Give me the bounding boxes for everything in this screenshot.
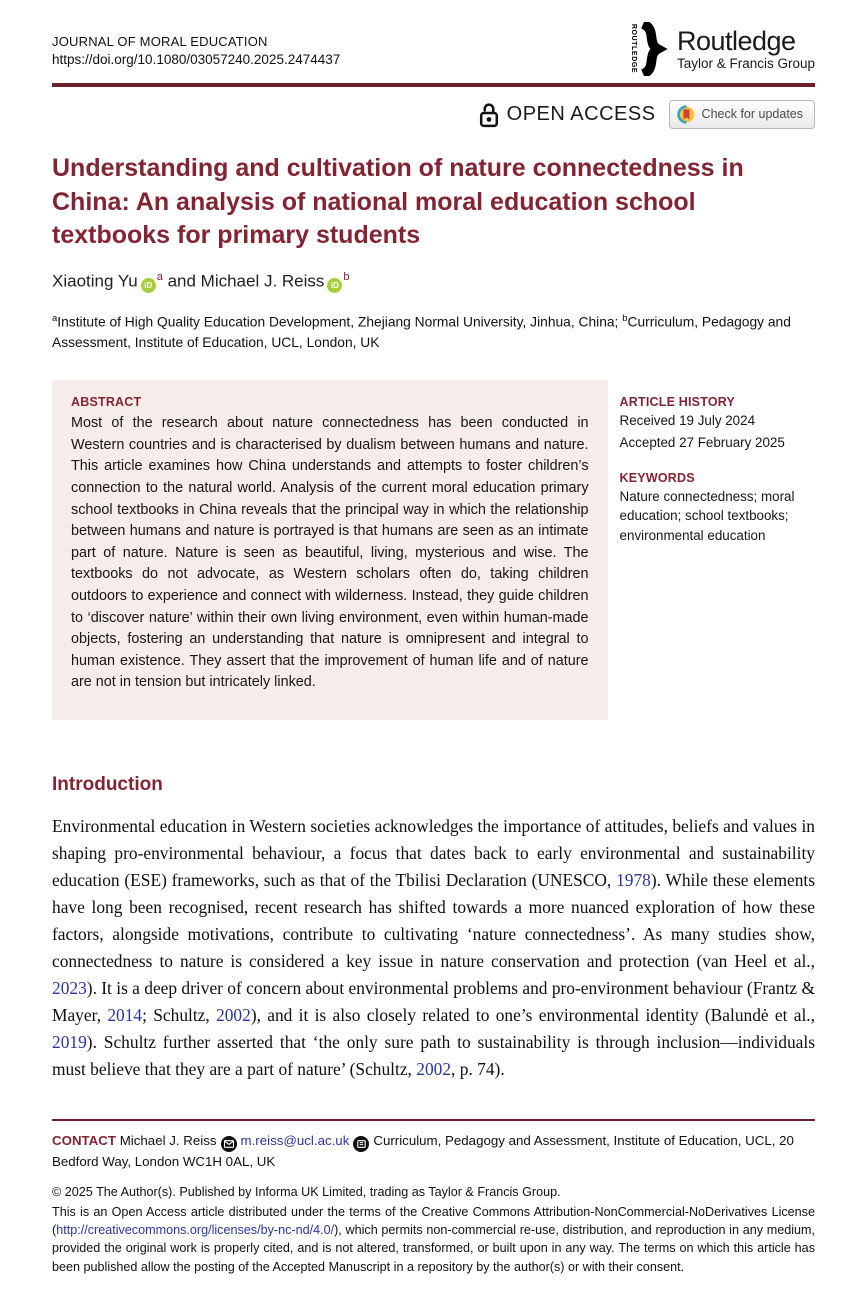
author-name: Xiaoting Yu: [52, 271, 138, 291]
building-icon: [353, 1136, 369, 1152]
authors-line: [52, 271, 815, 294]
introduction-heading: Introduction: [52, 774, 163, 796]
keywords-block: [620, 471, 815, 545]
paragraph-text: , p. 74).: [451, 1058, 505, 1079]
open-access-badge: [479, 101, 656, 128]
accepted-date: Accepted 27 February 2025: [619, 434, 785, 450]
affil-text: Curriculum, Pedagogy and Assessment, Institute of Education, UCL, London, UK: [52, 314, 791, 351]
paragraph-text: ; Schultz,: [142, 1004, 217, 1025]
publisher-name: Routledge: [676, 25, 796, 56]
publisher-logo: [624, 22, 815, 76]
journal-info: [52, 20, 340, 67]
publisher-group: Taylor & Francis Group: [676, 56, 815, 72]
paragraph-text: ). Schultz further asserted that ‘the only sure path to sustainability is through inclusion—individuals must believe that they are a part of nature’ (Schultz,: [52, 1031, 815, 1079]
article-meta-sidebar: [620, 380, 815, 720]
keywords-text: Nature connectedness; moral education; school textbooks; environmental education: [619, 489, 795, 543]
footer-rule: [52, 1119, 815, 1121]
routledge-logo-mark: [624, 22, 670, 76]
received-date: Received 19 July 2024: [619, 413, 756, 429]
author-affil-sup: a: [156, 270, 163, 283]
paragraph-text: Environmental education in Western societies acknowledges the importance of attitudes, beliefs and values in shaping pro-environmental behaviour, a focus that dates back to early environmental and sustainability education (ESE) frameworks, such as that of the Tbilisi Declaration (UNESCO,: [52, 816, 815, 890]
license-paragraph: [52, 1203, 815, 1277]
paragraph-text: ), and it is also closely related to one’s environmental identity (Balundė et al.,: [250, 1004, 815, 1025]
citation-link[interactable]: 2002: [416, 1058, 452, 1079]
affil-text: Institute of High Quality Education Development, Zhejiang Normal University, Jinhua, China;: [57, 314, 623, 330]
open-lock-icon: [479, 101, 500, 128]
doi-text: https://doi.org/10.1080/03057240.2025.2474437: [52, 52, 341, 67]
authors-joiner: and: [162, 271, 201, 291]
check-for-updates-button[interactable]: [669, 100, 815, 129]
affil-sup: a: [52, 313, 58, 325]
keywords-label: KEYWORDS: [619, 471, 695, 485]
contact-address: Curriculum, Pedagogy and Assessment, Institute of Education, UCL, 20 Bedford Way, London WC1H 0AL, UK: [52, 1132, 794, 1169]
author-affil-sup: b: [343, 270, 350, 283]
header-rule: [52, 83, 815, 87]
contact-block: [52, 1131, 815, 1172]
paragraph-text: ). While these elements have long been recognised, recent research has shifted towards a more nuanced exploration of how these factors, alongside motivations, contribute to cultivating ‘nature connectedness’. As many studies show, connectedness to nature is considered a key issue in nature conservation and protection (van Heel et al.,: [52, 869, 816, 971]
email-icon: [221, 1136, 237, 1152]
article-title: Understanding and cultivation of nature connectedness in China: An analysis of national moral education school textbooks for primary students: [52, 154, 744, 249]
contact-name: Michael J. Reiss: [119, 1132, 217, 1148]
open-access-label: OPEN ACCESS: [506, 102, 656, 125]
citation-link[interactable]: 2002: [216, 1004, 251, 1025]
license-url-link[interactable]: http://creativecommons.org/licenses/by-nc-nd/4.0/: [56, 1223, 335, 1238]
license-text: ), which permits non-commercial re-use, distribution, and reproduction in any medium, provided the original work is properly cited, and is not altered, transformed, or built upon in any way. The terms on which this article has been published allow the posting of the Accepted Manuscript in a repository by the author(s) or with their consent.: [52, 1223, 815, 1274]
access-row: [52, 98, 815, 130]
paragraph-text: ). It is a deep driver of concern about environmental problems and pro-environment behaviour (Frantz & Mayer,: [52, 977, 816, 1025]
abstract-box: [52, 380, 608, 720]
author-name: Michael J. Reiss: [200, 271, 325, 291]
affil-sup: b: [622, 313, 628, 325]
introduction-paragraph: [52, 813, 815, 1083]
publisher-name-block: [677, 27, 815, 72]
journal-name: JOURNAL OF MORAL EDUCATION: [52, 34, 268, 49]
orcid-icon[interactable]: iD: [327, 278, 342, 293]
crossmark-icon: [677, 105, 696, 124]
citation-link[interactable]: 1978: [616, 869, 651, 890]
abstract-section: [52, 380, 815, 720]
abstract-text: Most of the research about nature connectedness has been conducted in Western countries and is characterised by dualism between humans and nature. This article examines how China understands and attempts to foster children’s connection to the natural world. Analysis of the current moral education primary school textbooks in China reveals that the principal way in which the relationship between humans and nature is portrayed is that humans are seen as an intimate part of nature. Nature is seen as beautiful, living, mysterious and wise. The textbooks do not advocate, as Western scholars often do, taking children outdoors to experience and connect with wilderness. Instead, they guide children to ‘discover nature’ within their own living environment, even within human-made objects, fostering an understanding that nature is omnipresent and integral to human existence. They assert that the improvement of human life and of nature are not in tension but intricately linked.: [71, 415, 589, 691]
affiliations: [52, 312, 815, 354]
contact-label: CONTACT: [52, 1132, 117, 1148]
contact-email-link[interactable]: m.reiss@ucl.ac.uk: [240, 1132, 350, 1148]
copyright-line: © 2025 The Author(s). Published by Informa UK Limited, trading as Taylor & Francis Group.: [52, 1184, 561, 1199]
check-for-updates-label: Check for updates: [701, 107, 803, 121]
abstract-label: ABSTRACT: [71, 395, 142, 410]
license-text: This is an Open Access article distributed under the terms of the Creative Commons Attribution-NonCommercial-NoDerivatives License (: [52, 1204, 815, 1238]
citation-link[interactable]: 2014: [107, 1004, 143, 1025]
citation-link[interactable]: 2023: [52, 977, 87, 998]
orcid-icon[interactable]: iD: [141, 278, 156, 293]
article-history-label: ARTICLE HISTORY: [619, 395, 736, 410]
article-history: [620, 395, 815, 452]
masthead: [52, 20, 815, 76]
citation-link[interactable]: 2019: [52, 1031, 87, 1052]
routledge-vertical-text: ROUTLEDGE: [630, 23, 638, 74]
